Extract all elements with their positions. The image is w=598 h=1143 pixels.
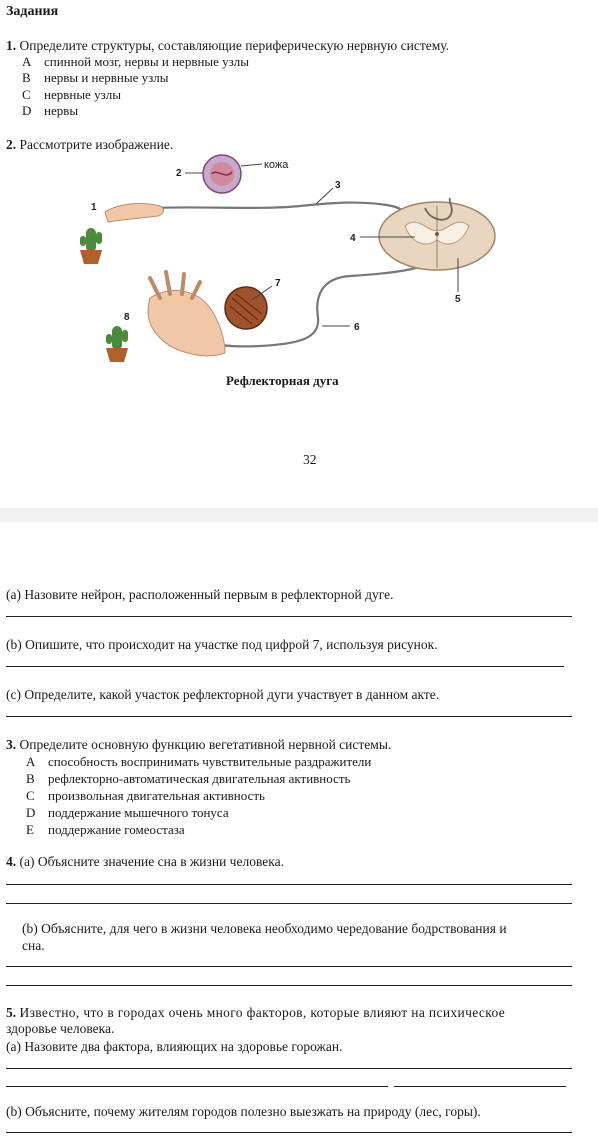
q1-option-b <box>22 70 169 86</box>
option-letter: A <box>26 754 36 769</box>
label-1: 1 <box>91 202 97 213</box>
question-3 <box>6 737 391 753</box>
option-text: поддержание гомеостаза <box>48 822 185 837</box>
hand-withdrawing <box>148 291 225 356</box>
label-8: 8 <box>124 312 130 323</box>
option-letter: E <box>26 822 34 837</box>
q3-option-a <box>26 754 371 770</box>
question-2-number: 2. <box>6 137 17 152</box>
label-4: 4 <box>350 233 356 244</box>
question-5-text-line2: здоровье человека. <box>6 1021 115 1036</box>
answer-line[interactable] <box>6 903 572 904</box>
page-title: Задания <box>6 4 59 19</box>
hand-pointing <box>105 204 164 222</box>
question-5-part-b: (b) Объясните, почему жителям городов полезно выезжать на природу (лес, горы). <box>6 1104 481 1119</box>
question-2-text: Рассмотрите изображение. <box>19 137 174 152</box>
question-5-part-a: (a) Назовите два фактора, влияющих на здоровье горожан. <box>6 1039 343 1054</box>
answer-line[interactable] <box>6 985 572 986</box>
answer-line[interactable] <box>6 666 564 667</box>
option-text: нервные узлы <box>44 87 121 102</box>
label-6: 6 <box>354 322 360 333</box>
option-letter: C <box>22 87 31 102</box>
answer-line[interactable] <box>6 1086 388 1087</box>
answer-line[interactable] <box>6 616 572 617</box>
question-1-text: Определите структуры, составляющие периферическую нервную систему. <box>19 38 450 53</box>
q2-part-c: (c) Определите, какой участок рефлекторной дуги участвует в данном акте. <box>6 687 440 702</box>
page-number: 32 <box>303 452 317 467</box>
skin-receptor <box>203 155 241 193</box>
question-5-line1 <box>6 1005 505 1021</box>
question-4-number: 4. <box>6 854 17 869</box>
answer-line[interactable] <box>394 1086 566 1087</box>
answer-line[interactable] <box>6 966 572 967</box>
option-letter: A <box>22 54 32 69</box>
question-4-part-b-line2: сна. <box>22 938 45 953</box>
question-1 <box>6 38 449 54</box>
q1-option-d <box>22 103 78 119</box>
label-3: 3 <box>335 180 341 191</box>
question-3-text: Определите основную функцию вегетативной нервной системы. <box>19 737 392 752</box>
answer-line[interactable] <box>6 1132 572 1133</box>
leader-line <box>316 188 333 204</box>
question-5-number: 5. <box>6 1005 17 1020</box>
question-3-number: 3. <box>6 737 17 752</box>
q1-option-a <box>22 54 249 70</box>
q3-option-b <box>26 771 350 787</box>
option-text: произвольная двигательная активность <box>48 788 265 803</box>
option-letter: C <box>26 788 35 803</box>
leader-line <box>241 164 262 166</box>
q3-option-c <box>26 788 265 804</box>
label-2: 2 <box>176 168 182 179</box>
label-5: 5 <box>455 294 461 305</box>
option-letter: B <box>22 70 31 85</box>
cactus-icon <box>106 326 128 362</box>
q2-part-a: (a) Назовите нейрон, расположенный первым в рефлекторной дуге. <box>6 587 394 602</box>
option-text: спинной мозг, нервы и нервные узлы <box>44 54 250 69</box>
question-4-part-b-line1: (b) Объясните, для чего в жизни человека необходимо чередование бодрствования и <box>22 921 507 936</box>
q2-part-b: (b) Опишите, что происходит на участке под цифрой 7, используя рисунок. <box>6 637 438 652</box>
option-text: рефлекторно-автоматическая двигательная активность <box>48 771 351 786</box>
option-letter: D <box>22 103 32 118</box>
answer-line[interactable] <box>6 1068 572 1069</box>
answer-line[interactable] <box>6 884 572 885</box>
option-letter: D <box>26 805 36 820</box>
q3-option-e <box>26 822 185 838</box>
label-skin: кожа <box>264 159 289 171</box>
answer-line[interactable] <box>6 716 572 717</box>
question-4-part-a: (a) Объясните значение сна в жизни человека. <box>19 854 284 869</box>
option-letter: B <box>26 771 35 786</box>
question-4 <box>6 854 284 870</box>
option-text: способность воспринимать чувствительные раздражители <box>48 754 372 769</box>
q3-option-d <box>26 805 229 821</box>
reflex-arc-figure <box>0 148 598 370</box>
spinal-cord <box>379 202 495 270</box>
option-text: нервы <box>44 103 79 118</box>
figure-caption: Рефлекторная дуга <box>226 373 339 388</box>
option-text: нервы и нервные узлы <box>44 70 169 85</box>
option-text: поддержание мышечного тонуса <box>48 805 229 820</box>
page-break <box>0 508 598 522</box>
label-7: 7 <box>275 278 281 289</box>
question-1-number: 1. <box>6 38 17 53</box>
q1-option-c <box>22 87 121 103</box>
cactus-icon <box>80 228 102 264</box>
question-5-text-line1: Известно, что в городах очень много факторов, которые влияют на психическое <box>19 1005 506 1020</box>
